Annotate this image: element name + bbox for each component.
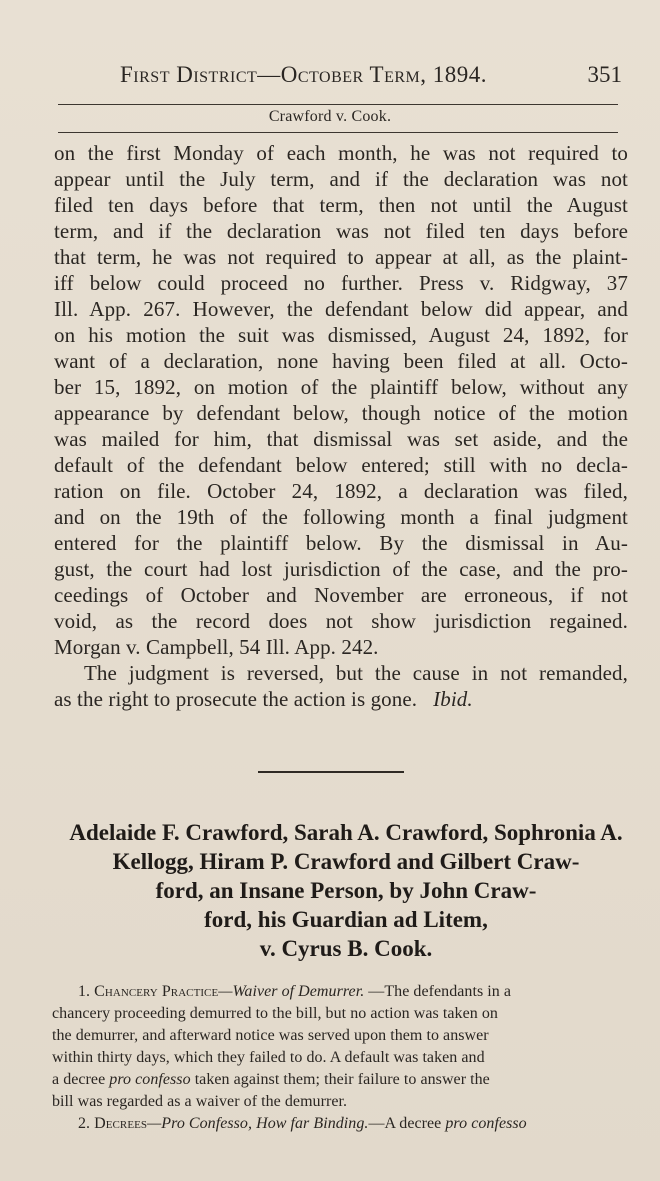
note-2-heading: Decrees [94, 1115, 148, 1132]
body-line-11: appearance by defendant below, though notice of the motion [54, 401, 628, 425]
note-1-heading: Chancery Practice [94, 983, 219, 1000]
body-line-14: ration on file. October 24, 1892, a declaration was filed, [54, 479, 628, 503]
note-1-line-4: within thirty days, which they failed to do. A default was taken and [52, 1049, 485, 1066]
note-1-number: 1. [78, 983, 91, 1000]
case-title-line-1: Adelaide F. Crawford, Sarah A. Crawford, Sophronia A. [69, 820, 623, 845]
case-title-line-3: ford, an Insane Person, by John Craw- [155, 878, 537, 903]
headnotes [52, 981, 636, 1135]
note-1-line-5-a: a decree [52, 1071, 110, 1088]
case-title [56, 818, 636, 963]
case-title-line-5: v. Cyrus B. Cook. [259, 936, 433, 961]
note-1-subheading: —Waiver of Demurrer. [218, 983, 365, 1000]
running-head: Crawford v. Cook. [268, 108, 392, 125]
note-2-text: —A decree [368, 1115, 446, 1132]
note-1-line-5 [52, 1069, 636, 1091]
body-line-13: default of the defendant below entered; still with no decla- [54, 453, 628, 477]
body-line-18: ceedings of October and November are erroneous, if not [54, 583, 628, 607]
page-header [0, 58, 660, 92]
page-number: 351 [587, 62, 622, 87]
body-line-9: want of a declaration, none having been filed at all. Octo- [54, 349, 628, 373]
closing-line-1: The judgment is reversed, but the cause in not remanded, [84, 661, 628, 685]
note-1-line-5-b: taken against them; their failure to answer the [190, 1071, 490, 1088]
body-line-15: and on the 19th of the following month a final judgment [54, 505, 628, 529]
body-line-20: Morgan v. Campbell, 54 Ill. App. 242. [54, 635, 379, 659]
body-line-17: gust, the court had lost jurisdiction of the case, and the pro- [54, 557, 628, 581]
body-line-5: that term, he was not required to appear at all, as the plaint- [54, 245, 628, 269]
note-1-line-1 [52, 981, 636, 1003]
body-line-1: on the first Monday of each month, he was not required to [54, 141, 628, 165]
body-line-6: iff below could proceed no further. Press v. Ridgway, 37 [54, 271, 628, 295]
note-1-text: —The defendants in a [364, 983, 512, 1000]
body-text [54, 140, 628, 712]
note-1-line-2: chancery proceeding demurred to the bill, but no action was taken on [52, 1005, 498, 1022]
body-line-3: filed ten days before that term, then not until the August [54, 193, 628, 217]
section-separator [258, 771, 404, 773]
note-2-number: 2. [78, 1115, 91, 1132]
header-rule-top [58, 104, 618, 105]
body-line-10: ber 15, 1892, on motion of the plaintiff below, without any [54, 375, 628, 399]
header-title: First District—October Term, 1894. [120, 62, 488, 87]
body-line-12: was mailed for him, that dismissal was set aside, and the [54, 427, 628, 451]
body-line-16: entered for the plaintiff below. By the dismissal in Au- [54, 531, 628, 555]
case-title-line-4: ford, his Guardian ad Litem, [204, 907, 488, 932]
body-line-7: Ill. App. 267. However, the defendant below did appear, and [54, 297, 628, 321]
note-1-line-5-em: pro confesso [109, 1071, 191, 1088]
header-rule-bottom [58, 132, 618, 133]
case-title-line-2: Kellogg, Hiram P. Crawford and Gilbert Craw- [112, 849, 580, 874]
note-1-line-6: bill was regarded as a waiver of the demurrer. [52, 1093, 348, 1110]
note-2-line-1 [52, 1113, 636, 1135]
body-line-2: appear until the July term, and if the declaration was not [54, 167, 628, 191]
body-line-8: on his motion the suit was dismissed, August 24, 1892, for [54, 323, 628, 347]
body-line-4: term, and if the declaration was not filed ten days before [54, 219, 628, 243]
note-1-line-3: the demurrer, and afterward notice was served upon them to answer [52, 1027, 489, 1044]
note-2-subheading: —Pro Confesso, How far Binding. [147, 1115, 369, 1132]
closing-line-2 [54, 686, 628, 712]
ibid-reference: Ibid. [433, 687, 473, 711]
body-line-19: void, as the record does not show jurisdiction regained. [54, 609, 628, 633]
note-2-em: pro confesso [445, 1115, 527, 1132]
closing-text: as the right to prosecute the action is gone. [54, 687, 418, 711]
